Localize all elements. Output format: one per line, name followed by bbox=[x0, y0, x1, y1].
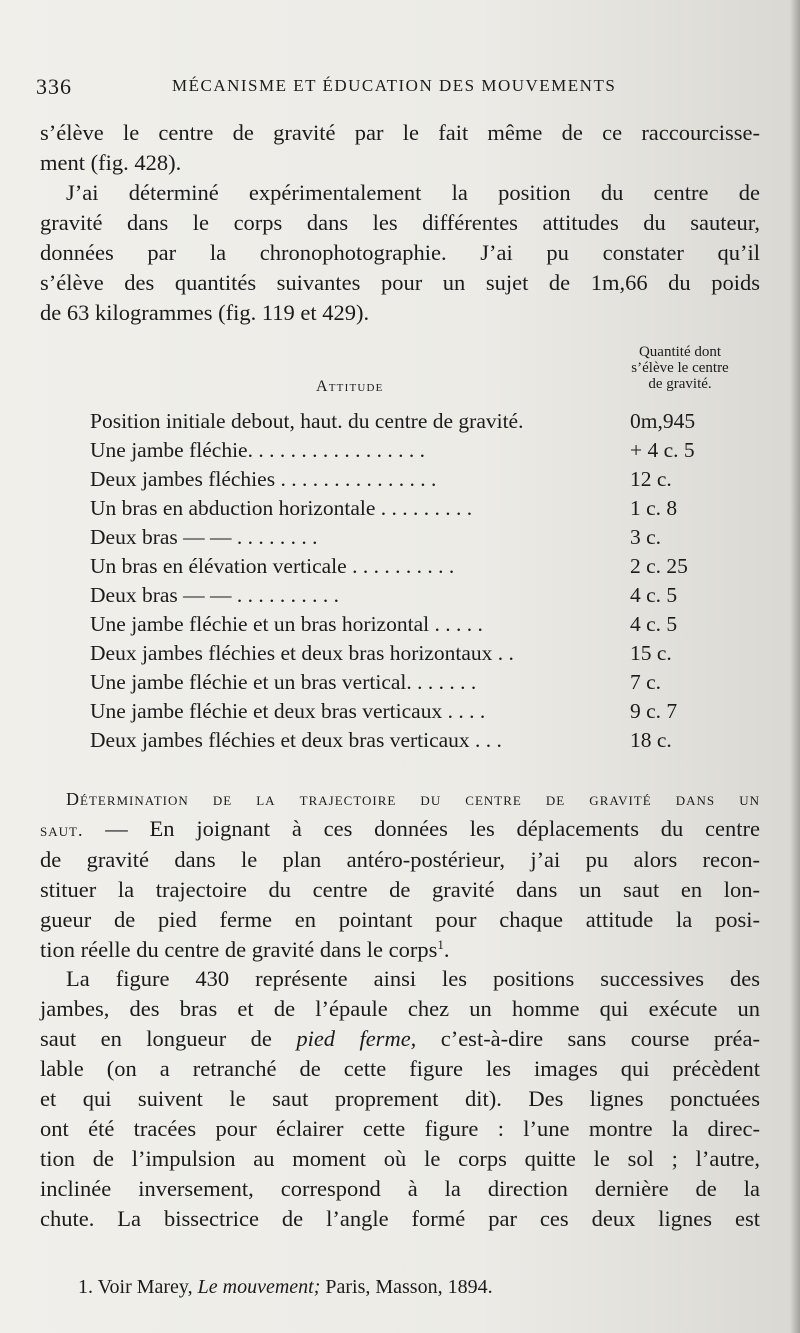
table-header-attitude: Attitude bbox=[316, 378, 384, 395]
text-line: J’ai déterminé expérimentalement la position du centre de bbox=[66, 180, 760, 205]
text-line: ont été tracées pour éclairer cette figure : l’une montre la direc- bbox=[40, 1116, 760, 1141]
text-line: lable (on a retranché de cette figure les images qui précèdent bbox=[40, 1056, 760, 1081]
text-fragment: saut en longueur de bbox=[40, 1026, 272, 1051]
row-label: Une jambe fléchie et un bras vertical. . . . . . . bbox=[90, 670, 477, 694]
text-line: inclinée inversement, correspond à la direction dernière de la bbox=[40, 1176, 760, 1201]
footnote bbox=[78, 1273, 493, 1301]
row-value: 9 c. 7 bbox=[630, 699, 678, 723]
row-label: Deux bras — — . . . . . . . . . . bbox=[90, 583, 340, 607]
table-row bbox=[90, 610, 740, 639]
footnote-number: 1. bbox=[78, 1276, 93, 1298]
row-value: 18 c. bbox=[630, 728, 672, 752]
row-value: 12 c. bbox=[630, 467, 672, 491]
page-header bbox=[36, 72, 736, 102]
table-row bbox=[90, 436, 740, 465]
row-label: Une jambe fléchie. . . . . . . . . . . . . . . . . bbox=[90, 438, 425, 462]
figure-paragraph bbox=[40, 964, 760, 1234]
table-row bbox=[90, 552, 740, 581]
row-label: Deux jambes fléchies et deux bras verticaux . . . bbox=[90, 728, 502, 752]
row-value: 4 c. 5 bbox=[630, 612, 678, 636]
text-line bbox=[40, 814, 760, 845]
footnote-ref: 1 bbox=[437, 937, 444, 952]
text-line bbox=[40, 935, 760, 965]
attitude-table bbox=[90, 407, 740, 755]
text-line: jambes, des bras et de l’épaule chez un homme qui exécute un bbox=[40, 996, 760, 1021]
text-line: tion de l’impulsion au moment où le corps quitte le sol ; l’autre, bbox=[40, 1146, 760, 1171]
table-row bbox=[90, 697, 740, 726]
text-line: s’élève le centre de gravité par le fait même de ce raccourcisse- bbox=[40, 120, 760, 145]
text-line: gueur de pied ferme en pointant pour chaque attitude la posi- bbox=[40, 907, 760, 932]
table-row bbox=[90, 668, 740, 697]
row-value: + 4 c. 5 bbox=[630, 438, 695, 462]
italic-term: pied ferme, bbox=[296, 1026, 417, 1051]
section-heading-end: saut. bbox=[40, 820, 84, 840]
row-label: Deux jambes fléchies . . . . . . . . . . . . . . . bbox=[90, 467, 437, 491]
table-header-line: s’élève le centre bbox=[631, 360, 729, 376]
row-value: 2 c. 25 bbox=[630, 554, 688, 578]
text-fragment: . bbox=[443, 937, 450, 962]
table-row bbox=[90, 494, 740, 523]
table-row bbox=[90, 639, 740, 668]
intro-paragraph bbox=[40, 118, 760, 328]
row-label: Position initiale debout, haut. du centre de gravité. bbox=[90, 409, 524, 433]
table-header-line: de gravité. bbox=[648, 376, 712, 392]
row-label: Un bras en abduction horizontale . . . . . . . . . bbox=[90, 496, 473, 520]
row-label: Un bras en élévation verticale . . . . . . . . . . bbox=[90, 554, 455, 578]
running-head: MÉCANISME ET ÉDUCATION DES MOUVEMENTS bbox=[172, 76, 617, 95]
table-row bbox=[90, 726, 740, 755]
text-line: gravité dans le corps dans les différentes attitudes du sauteur, bbox=[40, 210, 760, 235]
text-line bbox=[40, 1024, 760, 1054]
row-label: Deux bras — — . . . . . . . . bbox=[90, 525, 318, 549]
row-value: 4 c. 5 bbox=[630, 583, 678, 607]
row-label: Une jambe fléchie et deux bras verticaux . . . . bbox=[90, 699, 486, 723]
text-line: de 63 kilogrammes (fig. 119 et 429). bbox=[40, 300, 370, 325]
table-header-line: Quantité dont bbox=[638, 344, 722, 360]
page-number: 336 bbox=[36, 74, 72, 99]
row-label: Une jambe fléchie et un bras horizontal . . . . . bbox=[90, 612, 483, 636]
section-heading: Détermination de la trajectoire du centre de gravité dans un bbox=[66, 789, 760, 809]
text-line: stituer la trajectoire du centre de gravité dans un saut en lon- bbox=[40, 877, 760, 902]
text-line: s’élève des quantités suivantes pour un sujet de 1m,66 du poids bbox=[40, 270, 760, 295]
footnote-text: Paris, Masson, 1894. bbox=[325, 1276, 493, 1298]
table-row bbox=[90, 465, 740, 494]
row-label: Deux jambes fléchies et deux bras horizontaux . . bbox=[90, 641, 514, 665]
table-row bbox=[90, 523, 740, 552]
text-line: ment (fig. 428). bbox=[40, 150, 182, 175]
text-fragment: tion réelle du centre de gravité dans le corps bbox=[40, 937, 438, 962]
footnote-title: Le mouvement; bbox=[197, 1276, 321, 1298]
text-fragment: — En joignant à ces données les déplacements du centre bbox=[105, 816, 760, 841]
section-paragraph bbox=[40, 784, 760, 965]
row-value: 0m,945 bbox=[630, 409, 696, 433]
row-value: 7 c. bbox=[630, 670, 662, 694]
table-row bbox=[90, 407, 740, 436]
page-edge-shadow bbox=[790, 0, 800, 1333]
table-row bbox=[90, 581, 740, 610]
footnote-text: Voir Marey, bbox=[97, 1276, 193, 1298]
text-line: chute. La bissectrice de l’angle formé par ces deux lignes est bbox=[40, 1206, 760, 1231]
text-line: et qui suivent le saut proprement dit). Des lignes ponctuées bbox=[40, 1086, 760, 1111]
text-line: de gravité dans le plan antéro-postérieur, j’ai pu alors recon- bbox=[40, 847, 760, 872]
row-value: 1 c. 8 bbox=[630, 496, 678, 520]
table-header-quantity bbox=[600, 344, 760, 392]
text-fragment: c’est-à-dire sans course préa- bbox=[440, 1026, 761, 1051]
text-line: La figure 430 représente ainsi les positions successives des bbox=[66, 966, 760, 991]
row-value: 3 c. bbox=[630, 525, 662, 549]
row-value: 15 c. bbox=[630, 641, 672, 665]
text-line: données par la chronophotographie. J’ai pu constater qu’il bbox=[40, 240, 760, 265]
